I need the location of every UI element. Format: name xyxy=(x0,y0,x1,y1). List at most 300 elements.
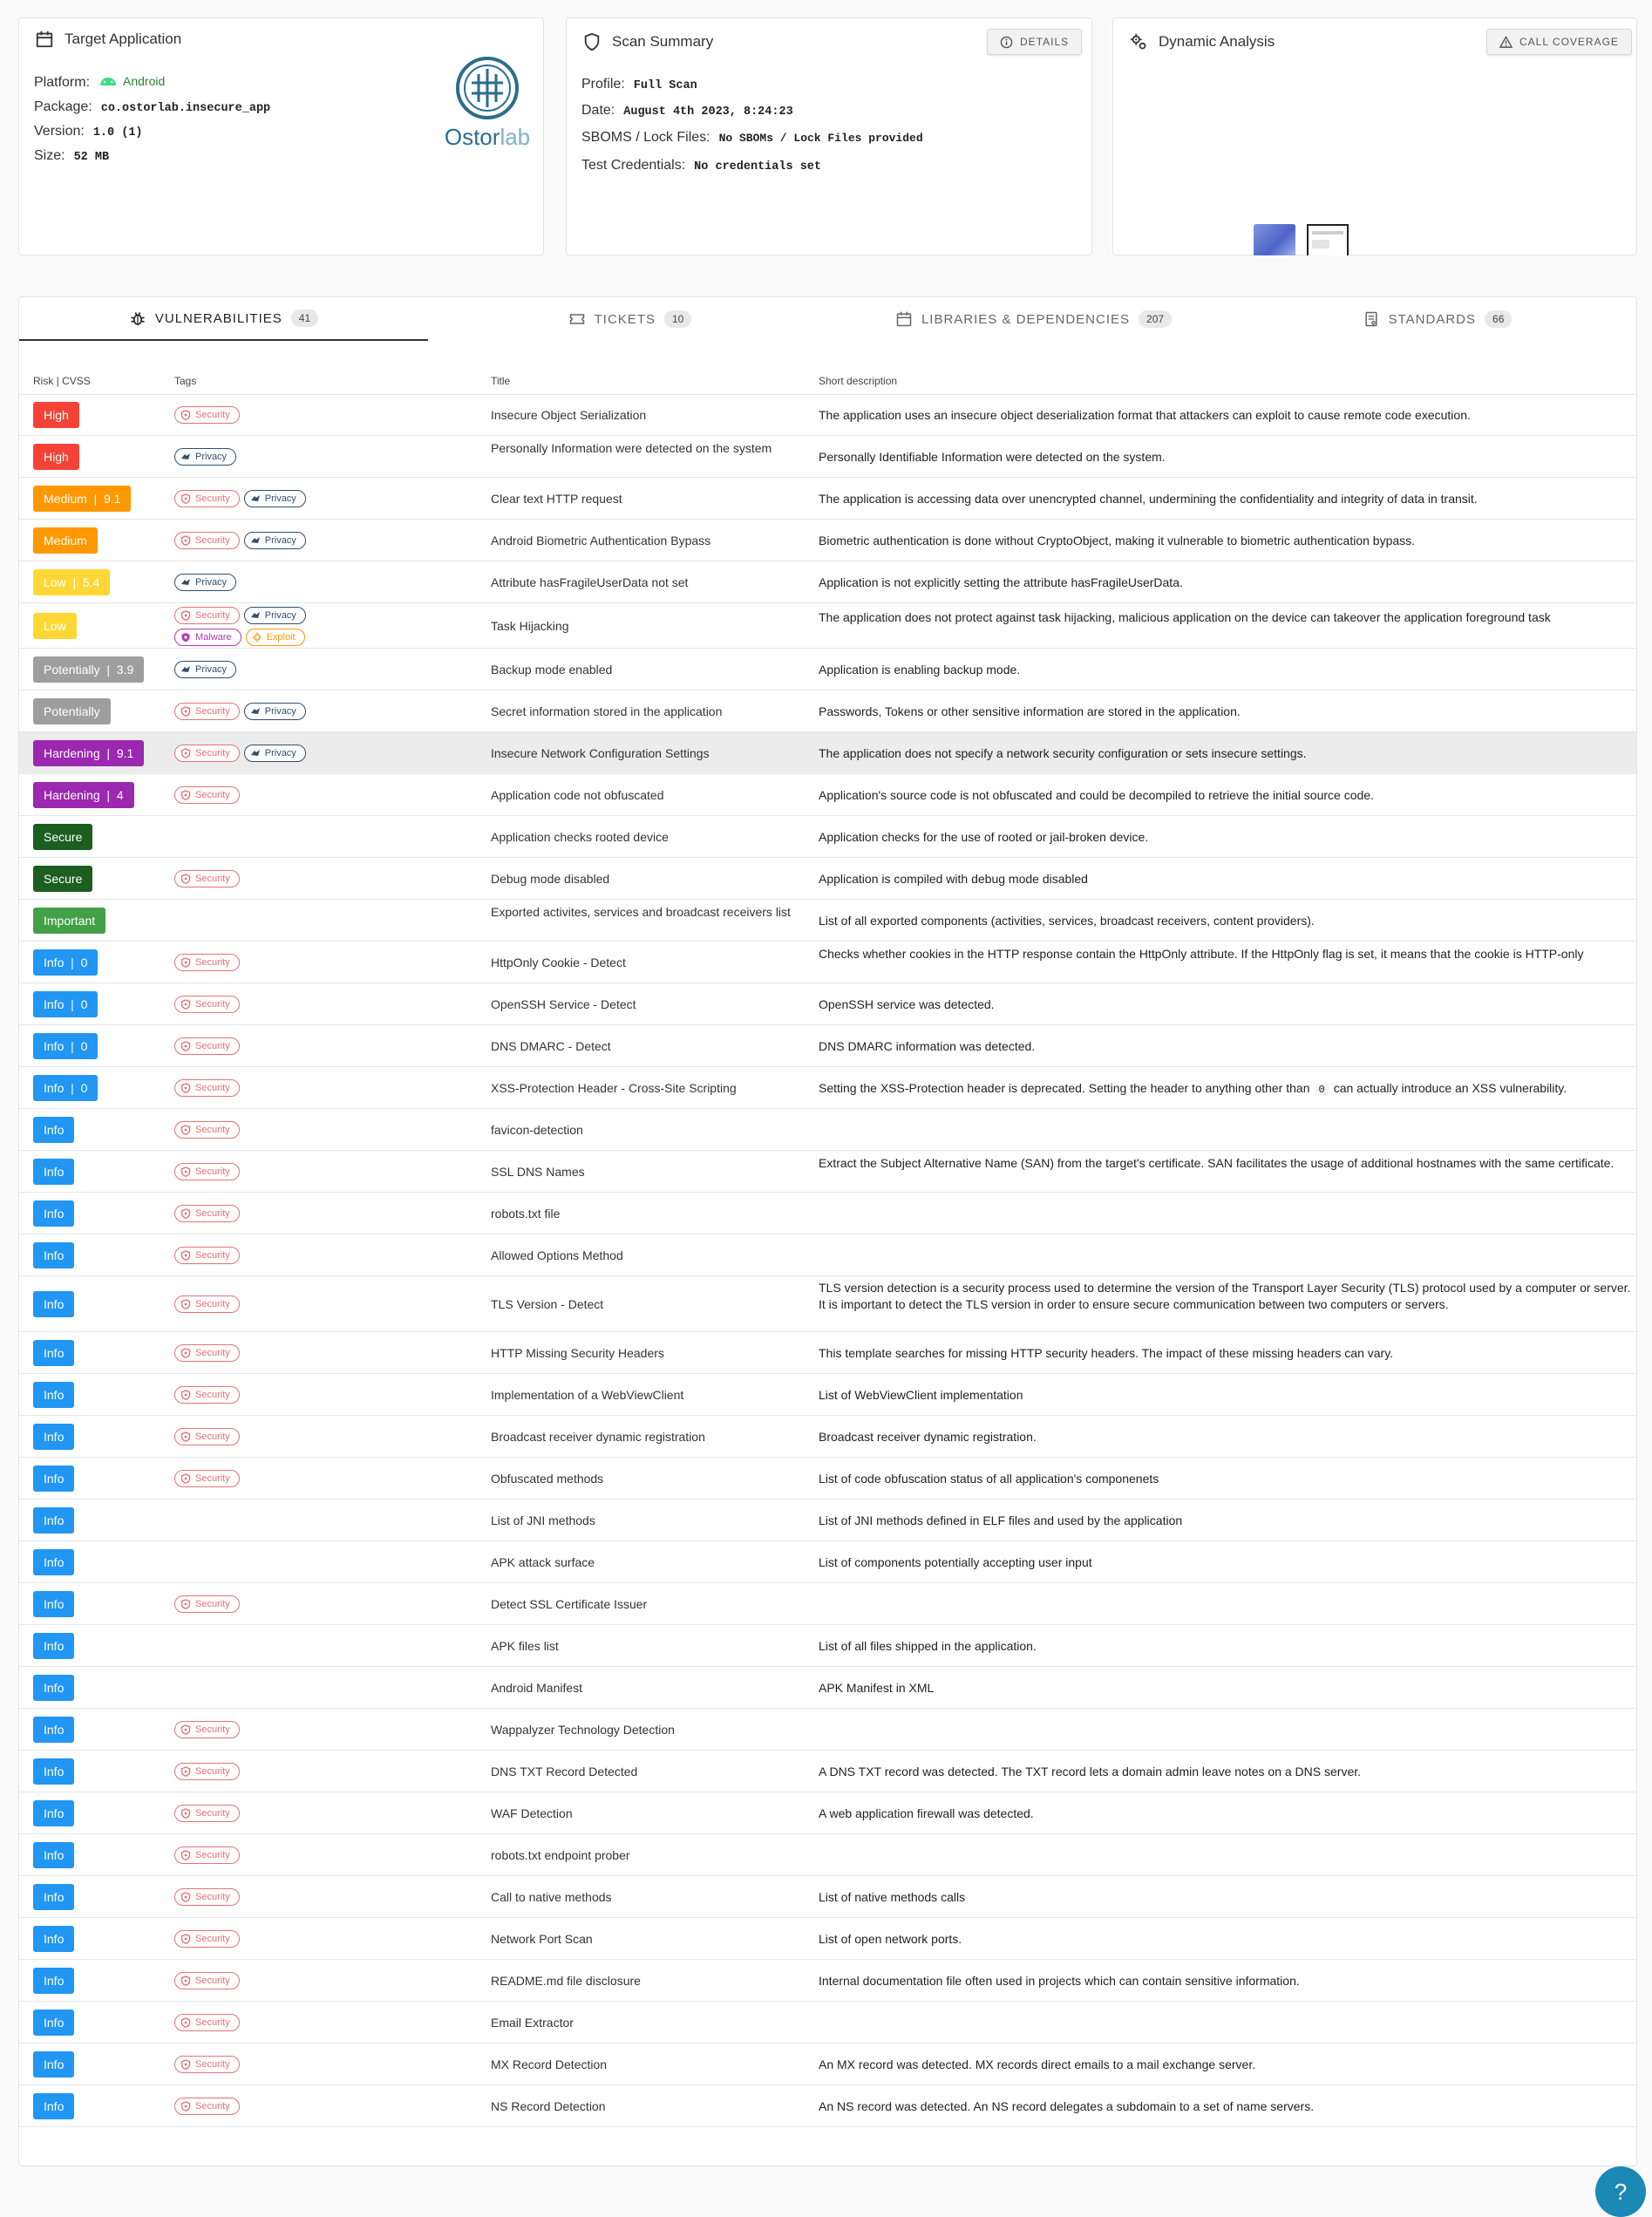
tag-security[interactable] xyxy=(174,954,240,971)
risk-badge xyxy=(33,782,134,808)
vulnerability-title[interactable]: Secret information stored in the application xyxy=(491,704,723,718)
short-description xyxy=(819,449,1638,466)
risk-label: Info xyxy=(44,1597,65,1611)
cvss-separator: | xyxy=(99,788,117,802)
tag-list xyxy=(174,406,366,424)
vulnerability-title[interactable]: Exported activites, services and broadcast receivers list xyxy=(491,905,791,919)
package-value: co.ostorlab.insecure_app xyxy=(100,102,271,115)
description-text: List of all files shipped in the application. xyxy=(819,1638,1037,1653)
tag-label: Security xyxy=(195,1599,230,1609)
description-text: List of native methods calls xyxy=(819,1889,966,1904)
tag-list xyxy=(174,1428,366,1445)
tag-security[interactable] xyxy=(174,1163,240,1180)
vulnerability-title[interactable]: robots.txt endpoint prober xyxy=(491,1847,630,1862)
risk-badge xyxy=(33,1159,74,1185)
vulnerability-title[interactable]: WAF Detection xyxy=(491,1806,573,1820)
vulnerability-title[interactable]: Task Hijacking xyxy=(491,618,569,633)
vulnerability-title[interactable]: Application checks rooted device xyxy=(491,829,669,844)
short-description xyxy=(819,1554,1638,1571)
vulnerability-title[interactable]: DNS TXT Record Detected xyxy=(491,1764,638,1778)
card-title: Target Application xyxy=(65,31,182,47)
table-row[interactable] xyxy=(19,858,1636,900)
vulnerability-title[interactable]: Android Manifest xyxy=(491,1680,583,1695)
date-label: Date: xyxy=(581,103,615,118)
risk-label: Important xyxy=(44,914,96,928)
vulnerability-title[interactable]: Wappalyzer Technology Detection xyxy=(491,1722,675,1737)
table-row[interactable] xyxy=(19,1751,1636,1792)
short-description xyxy=(819,745,1638,762)
header-risk[interactable]: Risk | CVSS xyxy=(33,375,91,387)
risk-badge xyxy=(33,1382,74,1408)
spy-icon xyxy=(250,706,261,717)
vulnerability-title[interactable]: NS Record Detection xyxy=(491,2098,606,2113)
shield-bug-icon xyxy=(180,2101,191,2112)
tag-label: Privacy xyxy=(195,452,228,462)
vulnerability-title[interactable]: Email Extractor xyxy=(491,2015,574,2030)
vulnerability-title[interactable]: Allowed Options Method xyxy=(491,1248,623,1262)
version-value: 1.0 (1) xyxy=(92,126,143,139)
standards-icon xyxy=(1363,310,1380,328)
logo-text-dark: Ostor xyxy=(444,124,500,150)
cvss-score: 0 xyxy=(80,997,88,1011)
tag-security[interactable] xyxy=(174,607,240,624)
short-description xyxy=(819,1764,1638,1780)
shield-bug-icon xyxy=(180,1299,191,1309)
cvss-separator: | xyxy=(64,997,81,1011)
tab-count: 10 xyxy=(664,310,691,328)
risk-badge xyxy=(33,444,79,470)
shield-bug-icon xyxy=(180,1208,191,1219)
table-row[interactable] xyxy=(19,1541,1636,1583)
tab-libraries[interactable] xyxy=(832,297,1235,341)
risk-label: Info xyxy=(44,1932,65,1946)
vulnerability-title[interactable]: Backup mode enabled xyxy=(491,662,613,677)
cvss-separator: | xyxy=(99,663,117,677)
short-description xyxy=(819,1280,1638,1313)
vulnerability-title[interactable]: HttpOnly Cookie - Detect xyxy=(491,955,626,969)
header-short-description[interactable]: Short description xyxy=(819,375,898,387)
tab-standards[interactable] xyxy=(1235,297,1639,341)
date-row xyxy=(581,103,793,119)
tag-label: Privacy xyxy=(264,706,296,717)
description-text: This template searches for missing HTTP security headers. The impact of these missing headers can vary. xyxy=(819,1345,1394,1360)
tag-list xyxy=(174,1037,366,1055)
tag-security[interactable] xyxy=(174,1247,240,1264)
risk-label: Info xyxy=(44,1123,65,1137)
risk-badge xyxy=(33,1717,74,1743)
table-row[interactable] xyxy=(19,394,1636,436)
table-row[interactable] xyxy=(19,1276,1636,1332)
shield-bug-icon xyxy=(180,535,191,546)
table-row[interactable] xyxy=(19,1025,1636,1067)
tag-security[interactable] xyxy=(174,1595,240,1613)
vulnerability-title[interactable]: Detect SSL Certificate Issuer xyxy=(491,1596,648,1611)
tag-label: Security xyxy=(195,2059,230,2070)
table-row[interactable] xyxy=(19,1500,1636,1541)
tag-security[interactable] xyxy=(174,1763,240,1780)
table-row[interactable] xyxy=(19,2044,1636,2085)
tag-privacy[interactable] xyxy=(174,448,236,466)
table-row[interactable] xyxy=(19,520,1636,561)
info-icon xyxy=(1000,36,1013,49)
table-row[interactable] xyxy=(19,1234,1636,1276)
vulnerability-title[interactable]: Personally Information were detected on the system xyxy=(491,441,772,455)
description-text: Application's source code is not obfuscated and could be decompiled to retrieve the initial source code. xyxy=(819,787,1374,802)
tag-privacy[interactable] xyxy=(244,745,306,762)
risk-label: Info xyxy=(44,1890,65,1904)
table-row[interactable] xyxy=(19,1109,1636,1151)
tag-security[interactable] xyxy=(174,1344,240,1362)
description-text: can actually introduce an XSS vulnerability. xyxy=(1333,1080,1567,1095)
tag-security[interactable] xyxy=(174,1428,240,1445)
tag-list xyxy=(174,661,366,678)
risk-label: Info xyxy=(44,1723,65,1737)
tag-security[interactable] xyxy=(174,870,240,887)
cvss-separator: | xyxy=(99,746,117,760)
table-row[interactable] xyxy=(19,436,1636,478)
table-row[interactable] xyxy=(19,1458,1636,1500)
table-row[interactable] xyxy=(19,1625,1636,1667)
risk-label: Low xyxy=(44,575,66,589)
ostorlab-logo xyxy=(439,55,535,151)
risk-badge xyxy=(33,613,77,639)
platform-row xyxy=(34,74,165,91)
tab-vulnerabilities[interactable] xyxy=(19,297,428,341)
tag-security[interactable] xyxy=(174,1296,240,1313)
tag-label: Privacy xyxy=(264,535,296,546)
tag-label: Privacy xyxy=(195,577,228,588)
tag-exploit[interactable] xyxy=(246,629,305,646)
table-row[interactable] xyxy=(19,1792,1636,1834)
profile-label: Profile: xyxy=(581,77,625,92)
vulnerability-title[interactable]: README.md file disclosure xyxy=(491,1973,641,1988)
thumbnail-line xyxy=(1312,231,1343,235)
vulnerability-title[interactable]: Obfuscated methods xyxy=(491,1471,604,1486)
table-row[interactable] xyxy=(19,2002,1636,2044)
vulnerability-title[interactable]: TLS Version - Detect xyxy=(491,1296,604,1311)
risk-label: Info xyxy=(44,1472,65,1486)
risk-label: Potentially xyxy=(44,663,100,677)
table-row[interactable] xyxy=(19,1067,1636,1109)
table-row[interactable] xyxy=(19,649,1636,690)
table-row[interactable] xyxy=(19,690,1636,732)
tag-security[interactable] xyxy=(174,1470,240,1487)
platform-label: Platform: xyxy=(34,75,91,90)
tag-list xyxy=(174,1247,366,1264)
risk-badge xyxy=(33,1075,98,1101)
tag-privacy[interactable] xyxy=(174,574,236,591)
description-text: An NS record was detected. An NS record delegates a subdomain to a set of name servers. xyxy=(819,2098,1315,2113)
risk-badge xyxy=(33,656,144,683)
call-coverage-button[interactable] xyxy=(1486,29,1632,55)
table-row[interactable] xyxy=(19,983,1636,1025)
profile-row xyxy=(581,77,697,92)
tag-security[interactable] xyxy=(174,745,240,762)
tag-list xyxy=(174,2014,366,2031)
tag-privacy[interactable] xyxy=(244,703,306,720)
package-label: Package: xyxy=(34,99,92,114)
shield-bug-icon xyxy=(180,2059,191,2070)
logo-text-light: lab xyxy=(500,124,531,150)
description-text: List of WebViewClient implementation xyxy=(819,1387,1023,1402)
risk-badge xyxy=(33,527,98,554)
risk-label: High xyxy=(44,408,69,422)
tab-tickets[interactable] xyxy=(428,297,832,341)
table-row[interactable] xyxy=(19,1876,1636,1918)
short-description xyxy=(819,1429,1638,1445)
tag-list xyxy=(174,532,366,549)
vulnerability-title[interactable]: Debug mode disabled xyxy=(491,871,610,886)
screenshot-thumbnail-1[interactable] xyxy=(1254,224,1295,255)
tag-label: Security xyxy=(195,1083,230,1093)
tag-security[interactable] xyxy=(174,1205,240,1222)
vulnerability-title[interactable]: SSL DNS Names xyxy=(491,1164,585,1179)
vulnerability-title[interactable]: Network Port Scan xyxy=(491,1931,593,1946)
cvss-separator: | xyxy=(64,955,81,969)
tag-label: Security xyxy=(195,1250,230,1261)
tag-list xyxy=(174,1344,366,1362)
short-description xyxy=(819,2098,1638,2115)
risk-label: Info xyxy=(44,1430,65,1444)
tag-security[interactable] xyxy=(174,406,240,424)
vulnerability-title[interactable]: HTTP Missing Security Headers xyxy=(491,1345,664,1360)
platform-value xyxy=(99,74,165,88)
vulnerability-title[interactable]: List of JNI methods xyxy=(491,1513,595,1527)
table-row[interactable] xyxy=(19,816,1636,858)
tag-list xyxy=(174,1846,366,1864)
table-row[interactable] xyxy=(19,478,1636,520)
tab-bar xyxy=(19,297,1636,341)
risk-label: Hardening xyxy=(44,746,100,760)
tag-label: Security xyxy=(195,748,230,758)
risk-badge xyxy=(33,1242,74,1268)
tag-security[interactable] xyxy=(174,532,240,549)
tag-list xyxy=(174,703,366,720)
size-value: 52 MB xyxy=(73,151,110,164)
tag-security[interactable] xyxy=(174,1721,240,1738)
risk-badge xyxy=(33,1291,74,1317)
table-row[interactable] xyxy=(19,1332,1636,1374)
tag-malware[interactable] xyxy=(174,629,241,646)
shield-bug-icon xyxy=(180,1766,191,1777)
profile-value: Full Scan xyxy=(633,79,697,92)
shield-bug-icon xyxy=(180,2017,191,2028)
vulnerability-title[interactable]: XSS-Protection Header - Cross-Site Scripting xyxy=(491,1080,737,1095)
tag-security[interactable] xyxy=(174,490,240,507)
table-row[interactable] xyxy=(19,561,1636,603)
description-text: List of code obfuscation status of all application's componenets xyxy=(819,1471,1159,1486)
tag-security[interactable] xyxy=(174,1846,240,1864)
vulnerability-title[interactable]: Android Biometric Authentication Bypass xyxy=(491,533,711,547)
vulnerability-title[interactable]: APK files list xyxy=(491,1638,559,1653)
tag-label: Security xyxy=(195,957,230,968)
shield-bug-icon xyxy=(180,748,191,758)
risk-badge xyxy=(33,866,92,892)
table-row[interactable] xyxy=(19,900,1636,942)
cvss-separator: | xyxy=(64,1081,81,1095)
shield-bug-icon xyxy=(180,410,191,420)
tag-list xyxy=(174,1888,366,1906)
shield-bug-icon xyxy=(180,1473,191,1484)
table-row[interactable] xyxy=(19,2085,1636,2127)
tag-label: Security xyxy=(195,2101,230,2112)
tag-security[interactable] xyxy=(174,2056,240,2073)
table-row[interactable] xyxy=(19,603,1636,649)
tag-security[interactable] xyxy=(174,1972,240,1989)
tag-security[interactable] xyxy=(174,1079,240,1097)
vulnerability-title[interactable]: Insecure Object Serialization xyxy=(491,407,647,422)
cvss-score: 0 xyxy=(80,1081,88,1095)
tag-security[interactable] xyxy=(174,1386,240,1404)
platform-text: Android xyxy=(123,74,166,88)
header-tags[interactable]: Tags xyxy=(174,375,197,387)
vulnerability-title[interactable]: OpenSSH Service - Detect xyxy=(491,996,636,1011)
table-row[interactable] xyxy=(19,1583,1636,1625)
spy-icon xyxy=(180,577,191,588)
table-row[interactable] xyxy=(19,774,1636,816)
tag-label: Privacy xyxy=(264,748,296,758)
tag-label: Security xyxy=(195,1934,230,1944)
tag-label: Security xyxy=(195,493,230,504)
tag-security[interactable] xyxy=(174,786,240,804)
risk-badge xyxy=(33,1117,74,1143)
table-row[interactable] xyxy=(19,1151,1636,1193)
description-text: The application uses an insecure object deserialization format that attackers can exploit to cause remote code execution. xyxy=(819,407,1471,422)
table-row[interactable] xyxy=(19,1667,1636,1709)
shield-bug-icon xyxy=(180,1348,191,1358)
risk-label: Secure xyxy=(44,872,83,886)
tag-privacy[interactable] xyxy=(244,532,306,549)
table-row[interactable] xyxy=(19,1918,1636,1960)
shield-bug-icon xyxy=(180,874,191,884)
description-text: List of all exported components (activities, services, broadcast receivers, content providers). xyxy=(819,913,1315,928)
tag-label: Security xyxy=(195,1850,230,1860)
tag-list xyxy=(174,786,366,804)
tag-security[interactable] xyxy=(174,2098,240,2115)
short-description xyxy=(819,1931,1638,1948)
tag-list xyxy=(174,607,366,646)
details-button[interactable] xyxy=(987,29,1082,55)
vulnerability-title[interactable]: favicon-detection xyxy=(491,1122,583,1137)
vulnerability-title[interactable]: Clear text HTTP request xyxy=(491,491,622,506)
cvss-separator: | xyxy=(86,492,104,506)
description-text: Checks whether cookies in the HTTP response contain the HttpOnly attribute. If the HttpOnly flag is set, it means that the cookie is HTTP-only xyxy=(819,947,1584,961)
vulnerability-title[interactable]: Call to native methods xyxy=(491,1889,612,1904)
table-row[interactable] xyxy=(19,1834,1636,1876)
tag-privacy[interactable] xyxy=(244,607,306,624)
risk-badge xyxy=(33,1507,74,1534)
table-row[interactable] xyxy=(19,1374,1636,1416)
risk-label: Info xyxy=(44,1207,65,1221)
description-text: APK Manifest in XML xyxy=(819,1680,935,1695)
cvss-score: 3.9 xyxy=(116,663,134,677)
tag-list xyxy=(174,1595,366,1613)
tag-list xyxy=(174,490,366,507)
tag-security[interactable] xyxy=(174,996,240,1013)
description-text: Application checks for the use of rooted or jail-broken device. xyxy=(819,829,1149,844)
risk-label: High xyxy=(44,450,69,464)
description-text: Biometric authentication is done without CryptoObject, making it vulnerable to biometric authentication bypass. xyxy=(819,533,1416,547)
tag-label: Security xyxy=(195,609,230,621)
description-text: List of JNI methods defined in ELF files and used by the application xyxy=(819,1513,1183,1527)
calendar-icon xyxy=(35,30,54,49)
description-text: List of components potentially accepting user input xyxy=(819,1554,1092,1569)
tag-security[interactable] xyxy=(174,703,240,720)
description-text: An MX record was detected. MX records direct emails to a mail exchange server. xyxy=(819,2057,1256,2071)
vulnerability-title[interactable]: APK attack surface xyxy=(491,1554,595,1569)
table-row[interactable] xyxy=(19,1193,1636,1234)
tag-label: Security xyxy=(195,1766,230,1777)
card-title: Scan Summary xyxy=(612,33,714,50)
tag-security[interactable] xyxy=(174,1888,240,1906)
vulnerability-title[interactable]: Insecure Network Configuration Settings xyxy=(491,745,710,760)
vulnerability-title[interactable]: MX Record Detection xyxy=(491,2057,608,2071)
table-row[interactable] xyxy=(19,942,1636,983)
size-label: Size: xyxy=(34,148,65,163)
tag-list xyxy=(174,1163,366,1180)
shield-bug-icon xyxy=(180,1934,191,1944)
risk-badge xyxy=(33,1800,74,1826)
scan-summary-header xyxy=(582,32,713,51)
tag-security[interactable] xyxy=(174,1930,240,1948)
tag-list xyxy=(174,574,366,591)
tag-list xyxy=(174,1386,366,1404)
tag-security[interactable] xyxy=(174,2014,240,2031)
shield-bug-icon xyxy=(180,610,191,621)
tag-label: Security xyxy=(195,1808,230,1819)
table-row[interactable] xyxy=(19,1416,1636,1458)
tab-label: TICKETS xyxy=(594,311,656,327)
description-text: The application is accessing data over unencrypted channel, undermining the confidentiality and integrity of data in transit. xyxy=(819,491,1478,506)
vulnerability-title[interactable]: Broadcast receiver dynamic registration xyxy=(491,1429,705,1444)
tag-security[interactable] xyxy=(174,1121,240,1139)
tag-list xyxy=(174,1763,366,1780)
tag-privacy[interactable] xyxy=(174,661,236,678)
header-title[interactable]: Title xyxy=(491,375,511,387)
description-text: Broadcast receiver dynamic registration. xyxy=(819,1429,1037,1444)
tab-count: 66 xyxy=(1485,310,1512,328)
table-row[interactable] xyxy=(19,1960,1636,2002)
description-text: Application is enabling backup mode. xyxy=(819,662,1021,677)
short-description xyxy=(819,704,1638,720)
shield-bug-icon xyxy=(180,790,191,800)
vulnerability-title[interactable]: DNS DMARC - Detect xyxy=(491,1038,611,1053)
table-row[interactable] xyxy=(19,732,1636,774)
vulnerabilities-card xyxy=(18,296,1637,2166)
table-row[interactable] xyxy=(19,1709,1636,1751)
short-description xyxy=(819,1155,1638,1172)
vulnerability-title[interactable]: Attribute hasFragileUserData not set xyxy=(491,575,689,589)
screenshot-thumbnail-2[interactable] xyxy=(1307,224,1349,255)
short-description xyxy=(819,2057,1638,2073)
vulnerability-title[interactable]: Implementation of a WebViewClient xyxy=(491,1387,684,1402)
shield-bug-icon xyxy=(180,957,191,968)
risk-badge xyxy=(33,949,98,976)
tag-list xyxy=(174,1721,366,1738)
tag-privacy[interactable] xyxy=(244,490,306,507)
risk-badge xyxy=(33,1633,74,1659)
help-button[interactable]: ? xyxy=(1595,2166,1646,2217)
cvss-score: 4 xyxy=(116,788,124,802)
vulnerability-title[interactable]: robots.txt file xyxy=(491,1206,561,1221)
tag-security[interactable] xyxy=(174,1037,240,1055)
vulnerability-title[interactable]: Application code not obfuscated xyxy=(491,787,664,802)
short-description xyxy=(819,609,1638,626)
tag-security[interactable] xyxy=(174,1805,240,1822)
risk-label: Info xyxy=(44,2099,65,2113)
tag-label: Privacy xyxy=(195,664,228,675)
tag-label: Security xyxy=(195,1473,230,1484)
